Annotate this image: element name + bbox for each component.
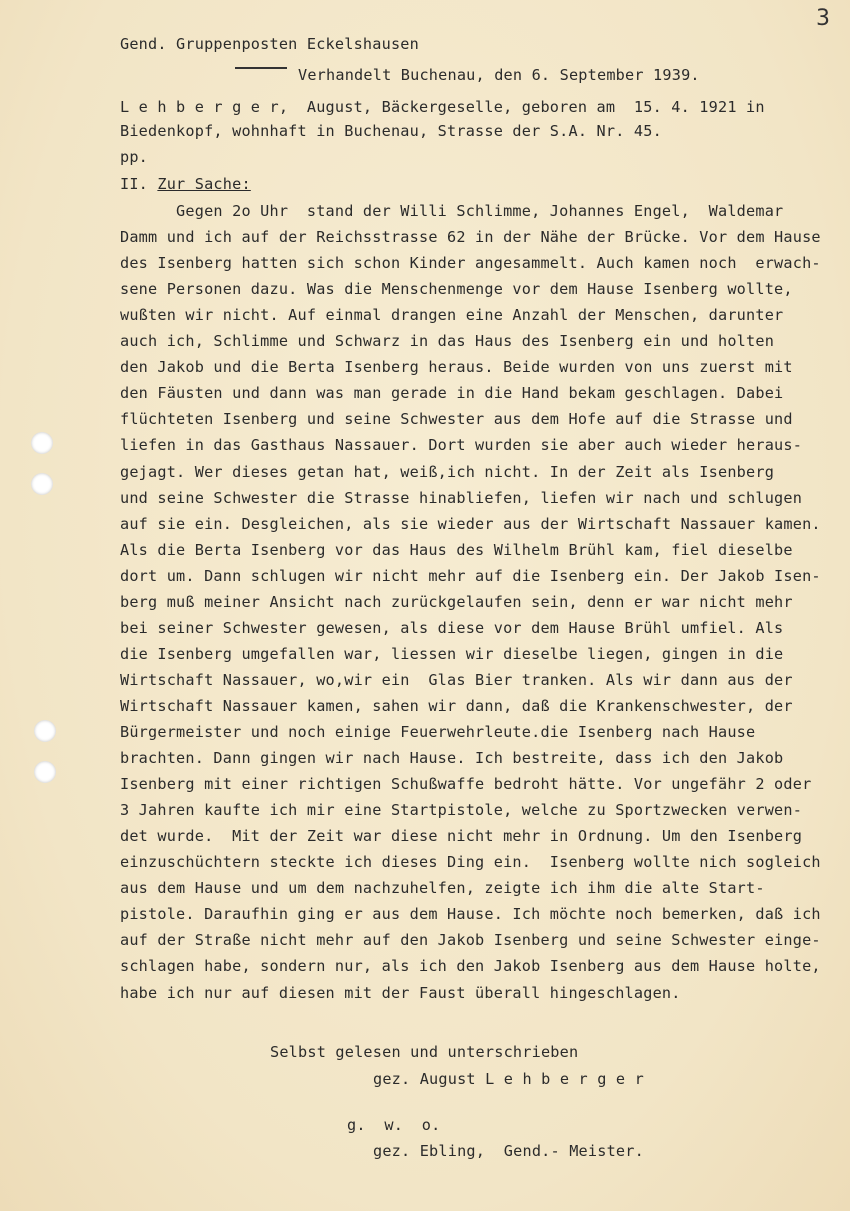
statement-line: auf der Straße nicht mehr auf den Jakob Isenberg und seine Schwester einge- — [120, 931, 821, 950]
gwo-note: g. w. o. — [347, 1116, 441, 1134]
section-heading — [120, 175, 251, 193]
statement-line: und seine Schwester die Strasse hinabliefen, liefen wir nach und schlugen — [120, 488, 803, 507]
place-date: Verhandelt Buchenau, den 6. September 1939. — [298, 66, 700, 84]
statement-line: den Jakob und die Berta Isenberg heraus. Beide wurden von uns zuerst mit — [120, 358, 793, 377]
statement-line: die Isenberg umgefallen war, liessen wir dieselbe liegen, gingen in die — [120, 644, 784, 663]
statement-line: pistole. Daraufhin ging er aus dem Hause. Ich möchte noch bemerken, daß ich — [120, 905, 821, 924]
section-title: Zur Sache: — [157, 175, 251, 193]
statement-line: des Isenberg hatten sich schon Kinder angesammelt. Auch kamen noch erwach- — [120, 254, 821, 273]
statement-line: flüchteten Isenberg und seine Schwester aus dem Hofe auf die Strasse und — [120, 410, 793, 429]
statement-line: bei seiner Schwester gewesen, als diese vor dem Hause Brühl umfiel. Als — [120, 618, 784, 637]
statement-line: wußten wir nicht. Auf einmal drangen eine Anzahl der Menschen, darunter — [120, 306, 784, 325]
punch-hole — [34, 720, 56, 742]
section-prefix: II. — [120, 175, 158, 193]
statement-line: Als die Berta Isenberg vor das Haus des Wilhelm Brühl kam, fiel dieselbe — [120, 540, 793, 559]
statement-line: brachten. Dann gingen wir nach Hause. Ich bestreite, dass ich den Jakob — [120, 749, 784, 768]
statement-line: sene Personen dazu. Was die Menschenmenge vor dem Hause Isenberg wollte, — [120, 280, 793, 299]
signature-lehberger: gez. August L e h b e r g e r — [373, 1070, 644, 1088]
punch-hole — [31, 473, 53, 495]
punch-hole — [34, 761, 56, 783]
statement-line: Bürgermeister und noch einige Feuerwehrleute.die Isenberg nach Hause — [120, 723, 756, 741]
pp-abbrev: pp. — [120, 148, 149, 166]
signature-official: gez. Ebling, Gend.- Meister. — [373, 1142, 644, 1160]
person-line-1: L e h b e r g e r, August, Bäckergeselle, geboren am 15. 4. 1921 in — [120, 98, 765, 116]
statement-line: schlagen habe, sondern nur, als ich den Jakob Isenberg aus dem Hause holte, — [120, 957, 821, 976]
statement-line: berg muß meiner Ansicht nach zurückgelaufen sein, denn er war nicht mehr — [120, 592, 793, 611]
office-heading: Gend. Gruppenposten Eckelshausen — [120, 35, 419, 53]
statement-line: gejagt. Wer dieses getan hat, weiß,ich nicht. In der Zeit als Isenberg — [120, 462, 775, 481]
statement-line: 3 Jahren kaufte ich mir eine Startpistole, welche zu Sportzwecken verwen- — [120, 801, 803, 820]
statement-line: auch ich, Schlimme und Schwarz in das Haus des Isenberg ein und holten — [120, 332, 775, 351]
statement-line: Isenberg mit einer richtigen Schußwaffe bedroht hätte. Vor ungefähr 2 oder — [120, 775, 812, 794]
statement-line: det wurde. Mit der Zeit war diese nicht mehr in Ordnung. Um den Isenberg — [120, 827, 803, 846]
read-signed-note: Selbst gelesen und unterschrieben — [270, 1043, 579, 1061]
statement-line: Damm und ich auf der Reichsstrasse 62 in der Nähe der Brücke. Vor dem Hause — [120, 228, 821, 247]
statement-line: den Fäusten und dann was man gerade in die Hand bekam geschlagen. Dabei — [120, 384, 784, 403]
statement-line: einzuschüchtern steckte ich dieses Ding ein. Isenberg wollte nich sogleich — [120, 853, 821, 872]
statement-line: dort um. Dann schlugen wir nicht mehr auf die Isenberg ein. Der Jakob Isen- — [120, 566, 821, 585]
statement-line: liefen in das Gasthaus Nassauer. Dort wurden sie aber auch wieder heraus- — [120, 436, 803, 455]
statement-line: auf sie ein. Desgleichen, als sie wieder aus der Wirtschaft Nassauer kamen. — [120, 514, 821, 533]
person-line-2: Biedenkopf, wohnhaft in Buchenau, Strasse der S.A. Nr. 45. — [120, 122, 662, 140]
statement-line: Wirtschaft Nassauer kamen, sahen wir dann, daß die Krankenschwester, der — [120, 696, 793, 715]
statement-line: aus dem Hause und um dem nachzuhelfen, zeigte ich ihm die alte Start- — [120, 879, 765, 898]
punch-hole — [31, 432, 53, 454]
header-rule — [235, 67, 287, 69]
page-number: 3 — [816, 6, 830, 31]
statement-line: habe ich nur auf diesen mit der Faust überall hingeschlagen. — [120, 983, 681, 1002]
statement-line: Wirtschaft Nassauer, wo,wir ein Glas Bier tranken. Als wir dann aus der — [120, 670, 793, 689]
statement-line: Gegen 2o Uhr stand der Willi Schlimme, Johannes Engel, Waldemar — [120, 202, 784, 220]
